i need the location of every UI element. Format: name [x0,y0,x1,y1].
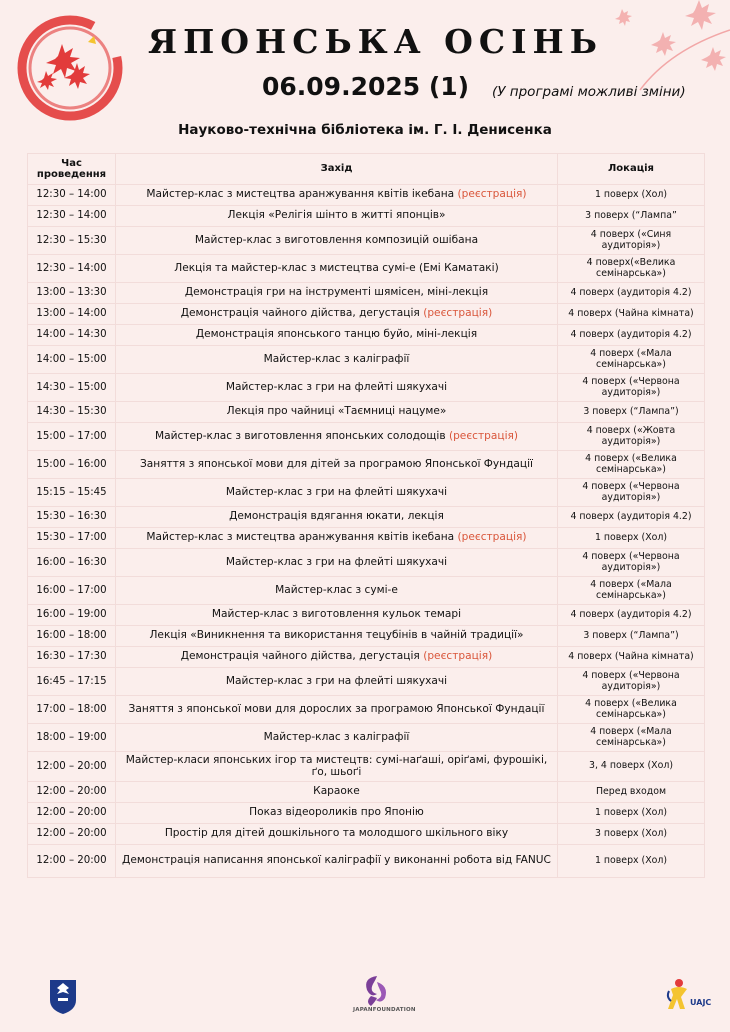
event-title: Майстер-клас з виготовлення кульок темарі [211,608,462,621]
event-title: Майстер-класи японських ігор та мистецтв: сумі-наґаші, оріґамі, фурошікі, ґо, шьоґі [125,754,548,778]
cell-time: 12:30 – 14:00 [28,255,116,283]
cell-event [116,668,558,696]
event-title: Лекція та майстер-клас з мистецтва сумі-е (Емі Каматакі) [174,261,499,274]
event-title: Простір для дітей дошкільного та молодшого шкільного віку [164,827,509,840]
table-row [28,402,705,423]
cell-location: 4 поверх («Червона аудиторія») [558,549,705,577]
cell-event [116,605,558,626]
uajc-label: UAJC [690,998,712,1007]
cell-event [116,451,558,479]
cell-location: 4 поверх (аудиторія 4.2) [558,325,705,346]
cell-time: 12:00 – 20:00 [28,803,116,824]
cell-location: 4 поверх («Червона аудиторія») [558,374,705,402]
cell-event [116,647,558,668]
event-title: Майстер-клас з каліграфії [263,352,410,365]
cell-time: 12:00 – 20:00 [28,752,116,782]
cell-time: 12:00 – 20:00 [28,824,116,845]
header-location: Локація [558,154,705,185]
event-title: Демонстрація вдягання юкати, лекція [229,510,444,523]
event-title: Майстер-клас з виготовлення композицій ошібана [194,233,479,246]
cell-location: 3 поверх (“Лампа”) [558,626,705,647]
cell-location: 4 поверх (аудиторія 4.2) [558,507,705,528]
event-title: Заняття з японської мови для дітей за програмою Японської Фундації [140,457,533,470]
cell-time: 12:00 – 20:00 [28,845,116,878]
cell-event [116,206,558,227]
cell-location: 4 поверх («Синя аудиторія») [558,227,705,255]
cell-event [116,626,558,647]
cell-event [116,479,558,507]
cell-time: 15:00 – 16:00 [28,451,116,479]
event-title: Демонстрація чайного дійства, дегустація [180,307,420,320]
event-title: Лекція «Виникнення та використання тецубінів в чайній традиції» [149,629,524,642]
event-title: Майстер-клас з виготовлення японських солодощів [154,429,446,442]
cell-location: 4 поверх («Мала семінарська») [558,724,705,752]
cell-location: 4 поверх («Мала семінарська») [558,577,705,605]
cell-event [116,423,558,451]
cell-event [116,803,558,824]
table-row [28,346,705,374]
cell-location: 4 поверх (Чайна кімната) [558,647,705,668]
cell-event [116,696,558,724]
table-row [28,549,705,577]
event-title: Майстер-клас з гри на флейті шякухачі [225,380,448,393]
registration-link[interactable]: (реєстрація) [423,650,493,663]
cell-event [116,724,558,752]
cell-time: 17:00 – 18:00 [28,696,116,724]
table-row [28,304,705,325]
table-row [28,824,705,845]
cell-time: 16:00 – 16:30 [28,549,116,577]
event-title: Демонстрація написання японської каліграфії у виконанні робота від FANUC [122,854,551,867]
cell-time: 15:15 – 15:45 [28,479,116,507]
table-row [28,845,705,878]
table-row [28,374,705,402]
table-row [28,227,705,255]
uajc-logo-icon [665,975,711,1017]
cell-time: 16:00 – 17:00 [28,577,116,605]
cell-event [116,507,558,528]
event-title: Заняття з японської мови для дорослих за програмою Японської Фундації [128,702,545,715]
cell-event [116,283,558,304]
table-row [28,479,705,507]
cell-location: 1 поверх (Хол) [558,803,705,824]
cell-location: 3 поверх (“Лампа”) [558,402,705,423]
event-title: Лекція «Релігія шінто в житті японців» [227,209,446,222]
cell-event [116,374,558,402]
university-crest-icon [48,978,78,1014]
cell-time: 14:00 – 15:00 [28,346,116,374]
cell-location: 4 поверх («Велика семінарська») [558,451,705,479]
table-row [28,696,705,724]
table-row [28,782,705,803]
cell-event [116,752,558,782]
header-event: Захід [116,154,558,185]
event-title: Майстер-клас з каліграфії [263,730,410,743]
cell-location: 4 поверх (Чайна кімната) [558,304,705,325]
cell-location: 4 поверх («Мала семінарська») [558,346,705,374]
table-row [28,752,705,782]
registration-link[interactable]: (реєстрація) [457,531,527,544]
cell-time: 14:30 – 15:30 [28,402,116,423]
table-row [28,507,705,528]
event-title: Майстер-клас з мистецтва аранжування квітів ікебана [146,531,455,544]
cell-time: 12:30 – 14:00 [28,185,116,206]
header-time: Час проведення [28,154,116,185]
cell-location: 4 поверх(«Велика семінарська») [558,255,705,283]
cell-location: 4 поверх («Велика семінарська») [558,696,705,724]
cell-location: 3 поверх (Хол) [558,824,705,845]
cell-time: 16:00 – 18:00 [28,626,116,647]
table-row [28,577,705,605]
cell-event [116,255,558,283]
cell-time: 15:30 – 17:00 [28,528,116,549]
cell-time: 12:30 – 14:00 [28,206,116,227]
event-title: Майстер-клас з сумі-е [275,583,398,596]
event-title: Майстер-клас з гри на флейті шякухачі [225,485,448,498]
cell-event [116,346,558,374]
cell-location: 4 поверх (аудиторія 4.2) [558,283,705,304]
cell-event [116,402,558,423]
cell-time: 15:30 – 16:30 [28,507,116,528]
cell-location: 1 поверх (Хол) [558,528,705,549]
table-row [28,325,705,346]
event-title: Показ відеороликів про Японію [249,806,424,819]
cell-location: 4 поверх («Жовта аудиторія») [558,423,705,451]
table-row [28,283,705,304]
event-title: Майстер-клас з гри на флейті шякухачі [225,674,448,687]
registration-link[interactable]: (реєстрація) [448,429,519,442]
maple-leaves-corner-icon [600,0,730,95]
table-row [28,803,705,824]
table-row [28,605,705,626]
maple-circle-emblem-icon [14,12,126,124]
cell-event [116,325,558,346]
venue-name: Науково-технічна бібліотека ім. Г. І. Денисенка [178,122,552,138]
cell-location: 4 поверх («Червона аудиторія») [558,479,705,507]
event-title: Лекція про чайниці «Таємниці нацуме» [226,405,447,418]
registration-link[interactable]: (реєстрація) [423,307,493,320]
cell-time: 13:00 – 14:00 [28,304,116,325]
cell-event [116,185,558,206]
cell-time: 16:30 – 17:30 [28,647,116,668]
cell-location: 4 поверх (аудиторія 4.2) [558,605,705,626]
event-title: Караоке [313,785,360,798]
cell-time: 12:30 – 15:30 [28,227,116,255]
event-date: 06.09.2025 (1) [262,72,470,101]
registration-link[interactable]: (реєстрація) [457,188,527,201]
cell-event [116,528,558,549]
page-title: ЯПОНСЬКА ОСІНЬ [148,22,603,61]
cell-time: 14:00 – 14:30 [28,325,116,346]
cell-location: 3 поверх (“Лампа” [558,206,705,227]
cell-location: 1 поверх (Хол) [558,845,705,878]
cell-time: 13:00 – 13:30 [28,283,116,304]
table-row [28,206,705,227]
schedule-table [27,153,705,878]
changes-note: (У програмі можливі зміни) [492,84,686,100]
cell-time: 15:00 – 17:00 [28,423,116,451]
table-row [28,528,705,549]
cell-event [116,782,558,803]
cell-time: 14:30 – 15:00 [28,374,116,402]
cell-time: 12:00 – 20:00 [28,782,116,803]
cell-location: 1 поверх (Хол) [558,185,705,206]
cell-time: 16:00 – 19:00 [28,605,116,626]
table-row [28,626,705,647]
event-title: Майстер-клас з мистецтва аранжування квітів ікебана [146,188,455,201]
cell-time: 18:00 – 19:00 [28,724,116,752]
table-row [28,668,705,696]
cell-event [116,227,558,255]
cell-event [116,549,558,577]
cell-event [116,824,558,845]
table-row [28,451,705,479]
cell-location: 4 поверх («Червона аудиторія») [558,668,705,696]
cell-event [116,577,558,605]
table-row [28,255,705,283]
event-title: Демонстрація чайного дійства, дегустація [180,650,420,663]
cell-event [116,304,558,325]
japan-foundation-label: JAPANFOUNDATION [353,1007,416,1013]
table-header-row [28,154,705,185]
event-title: Майстер-клас з гри на флейті шякухачі [225,555,448,568]
cell-time: 16:45 – 17:15 [28,668,116,696]
table-row [28,724,705,752]
table-row [28,647,705,668]
event-title: Демонстрація японського танцю буйо, міні-лекція [195,328,478,341]
cell-location: 3, 4 поверх (Хол) [558,752,705,782]
table-row [28,423,705,451]
event-title: Демонстрація гри на інструменті шямісен, міні-лекція [184,286,489,299]
cell-location: Перед входом [558,782,705,803]
cell-event [116,845,558,878]
table-row [28,185,705,206]
